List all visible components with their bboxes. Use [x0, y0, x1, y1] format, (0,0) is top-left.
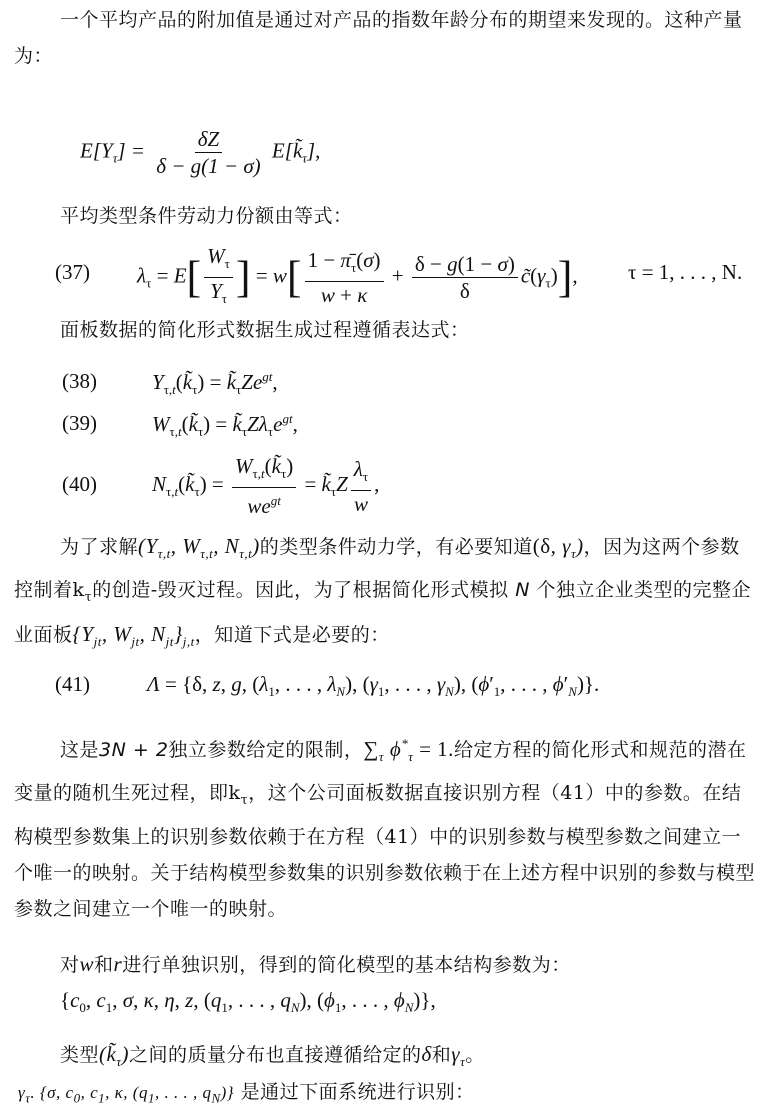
equation-38: $Y_{\tau,t}(k̃_\tau)$ = $k̃_\tau Ze^{gt}$, [152, 369, 278, 398]
paragraph-mass-text-1: 类型 [60, 1044, 100, 1066]
paragraph-intro-text: 一个平均产品的附加值是通过对产品的指数年龄分布的期望来发现的。这种产量为： [14, 9, 743, 67]
equation-number-41: (41) [55, 672, 90, 696]
inline-math-triple: ($Y_{\tau,t}$, $W_{\tau,t}$, $N_{\tau,t}$) [138, 534, 260, 562]
paragraph-dynamics [14, 528, 759, 660]
paragraph-dynamics-text-2: 的类型条件动力学，有必要知道 [259, 536, 533, 558]
paragraph-restriction-text-1: 这是 [60, 739, 100, 761]
paragraph-mass-text-3: 和 [431, 1044, 452, 1066]
equation-parameter-set: {$c_0$, $c_1$, σ, κ, η, z, ($q_1$, . . . , $q_N$), ($\phi_1$, . . . , $\phi_N$)}, [60, 988, 436, 1016]
inline-math-N: N [515, 579, 530, 602]
inline-math-delta-gamma: (δ, $\gamma_\tau$) [532, 534, 584, 562]
equation-41: Λ = {δ, z, g, ($\lambda_1$, . . . , $\lambda_N$), ($\gamma_1$, . . . , $\gamma_N$), ($\phi'_1$, . . . , $\phi'_N$)}. [147, 672, 600, 700]
paragraph-panel-data-text: 面板数据的简化形式数据生成过程遵循表达式： [60, 319, 470, 341]
paragraph-restriction-text-2: 独立参数给定的限制， [168, 739, 364, 761]
paragraph-intro [14, 2, 759, 74]
inline-math-identification-set: $\gamma_\tau$. {σ, $c_0$, $c_1$, κ, ($q_1$, . . . , $q_N$)} [18, 1083, 235, 1106]
equation-39: $W_{\tau,t}(k̃_\tau)$ = $k̃_\tau Z\lambda_\tau e^{gt}$, [152, 411, 298, 440]
paragraph-dynamics-text-4: 的创造-毁灭过程。因此，为了根据简化形式模拟 [92, 579, 509, 602]
paragraph-dynamics-text-6: ，知道下式是必要的： [194, 623, 390, 646]
paragraph-structural-text-1: 对 [60, 954, 80, 976]
equation-37: $\lambda_\tau = E$[ $\frac{W_\tau}{Y_\tau}$ ] = w[ $\frac{1 - \pī_\tau(\sigma)}{w + \kappa}$ + $\frac{\delta - g(1 - \sigma)}{\delta}$ $c̃(\gamma_\tau)$], [137, 244, 578, 308]
inline-math-3N2: 3N + 2 [99, 739, 169, 761]
inline-math-k: $k_\tau$ [72, 579, 93, 605]
inline-math-sum-phi: $\sum_\tau$ $\phi^*_\tau = 1$. [363, 736, 454, 765]
equation-37-condition: τ = 1, . . . , N. [628, 260, 743, 284]
paragraph-labor-share [14, 198, 759, 234]
paragraph-restriction-text-3: 给定方程的简化形式和规范的潜在变量的随机生死过程，即 [14, 739, 747, 805]
paragraph-identification-text: 是通过下面系统进行识别： [240, 1081, 475, 1103]
inline-math-panel: {$Y_{jt}$, $W_{jt}$, $N_{jt}\}_{j,t}$ [72, 621, 195, 650]
paragraph-identification [18, 1074, 763, 1116]
equation-number-39: (39) [62, 411, 97, 435]
equation-40: $N_{\tau,t}(k̃_\tau)$ = $\frac{W_{\tau,t}(k̃_\tau)}{we^{gt}}$ = $k̃_\tau Z$ $\frac{\lambda_\tau}{w}$ , [152, 454, 380, 519]
inline-math-w: w [79, 952, 95, 976]
inline-math-r: r [113, 952, 123, 976]
paragraph-dynamics-text-3: ，因为这两个参数控制着 [14, 536, 740, 602]
paragraph-mass-text-2: 之间的质量分布也直接遵循给定的 [129, 1044, 422, 1066]
equation-number-37: (37) [55, 260, 90, 284]
paragraph-structural-text-2: 和 [94, 954, 114, 976]
paragraph-dynamics-text-5: 个独立企业类型的完整企业面板 [14, 579, 751, 646]
paragraph-labor-share-text: 平均类型条件劳动力份额由等式： [60, 205, 353, 227]
paragraph-structural [14, 946, 759, 983]
paragraph-dynamics-text-1: 为了求解 [60, 536, 139, 558]
paragraph-restriction [14, 726, 759, 927]
inline-math-gamma-tau: $\gamma_\tau$ [451, 1042, 466, 1070]
paragraph-structural-text-3: 进行单独识别，得到的简化模型的基本结构参数为： [122, 954, 571, 976]
inline-math-delta: δ [421, 1042, 432, 1066]
equation-number-40: (40) [62, 472, 97, 496]
equation-number-38: (38) [62, 369, 97, 393]
paragraph-restriction-text-4: ，这个公司面板数据直接识别方程（41）中的参数。在结构模型参数集上的识别参数依赖于在方程（41）中的识别参数与模型参数之间建立一个唯一的映射。关于结构模型参数集的识别参数依赖于在上述方程中识别的参数与模型参数之间建立一个唯一的映射。 [14, 782, 756, 920]
inline-math-k-tilde: $(k̃_\tau)$ [99, 1042, 129, 1070]
paragraph-panel-data [14, 312, 759, 348]
equation-expected-output: $E[Y_\tau]$ = $\frac{\delta Z}{\delta - g(1 - \sigma)}$ $E[k̃_\tau]$, [80, 127, 321, 178]
inline-math-k-2: $k_\tau$ [228, 782, 249, 808]
paragraph-mass-distribution: 类型$(k̃_\tau)$之间的质量分布也直接遵循给定的δ和$\gamma_\tau$。 [60, 1042, 485, 1070]
